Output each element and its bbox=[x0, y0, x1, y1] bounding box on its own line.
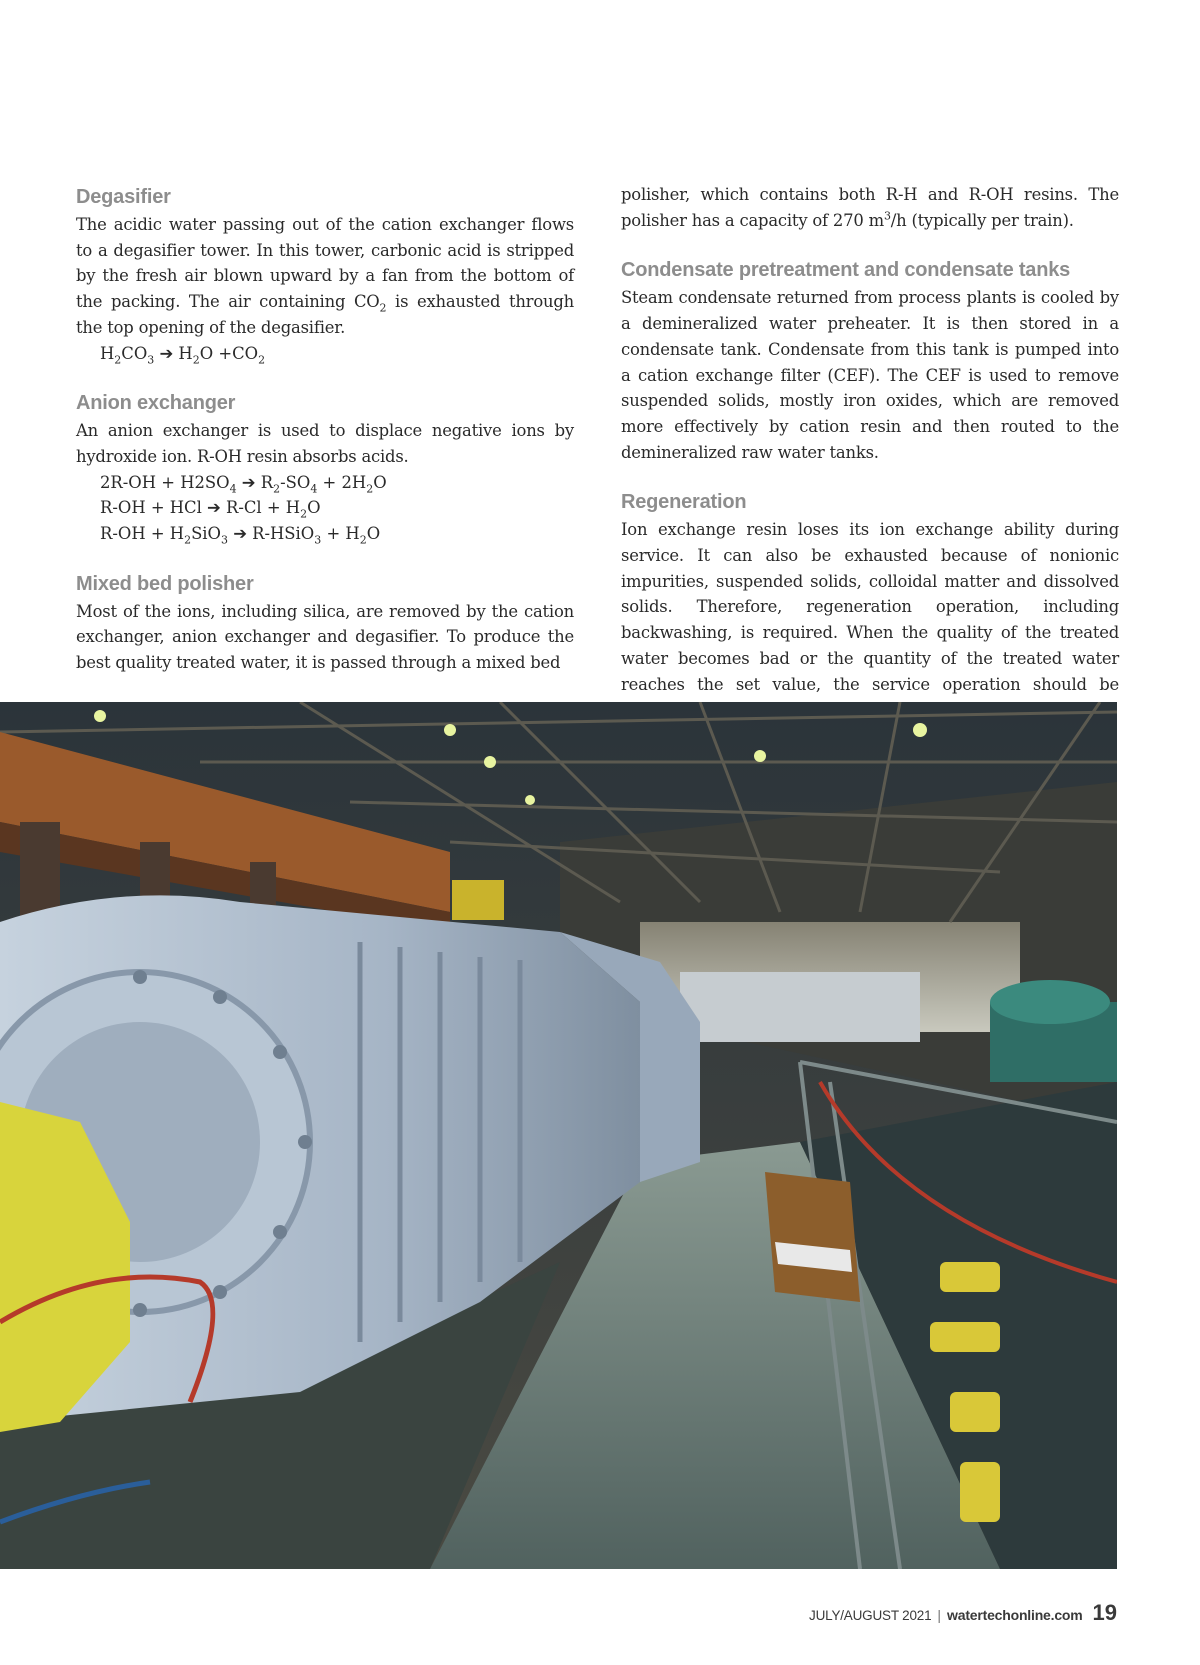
turbine-hall-photo bbox=[0, 702, 1117, 1569]
degasifier-paragraph bbox=[76, 212, 574, 341]
condensate-paragraph: Steam condensate returned from process plants is cooled by a demineralized water preheater. It is then stored in a condensate tank. Condensate from this tank is pumped into a cation exchange filter (CEF). The CEF is used to remove suspended solids, mostly iron oxides, which are removed more effectively by cation resin and then routed to the demineralized raw water tanks. bbox=[621, 288, 1119, 462]
left-column bbox=[76, 182, 574, 676]
degasifier-heading: Degasifier bbox=[76, 186, 171, 208]
condensate-heading: Condensate pretreatment and condensate tanks bbox=[621, 259, 1071, 282]
polisher-text-2: /h (typically per train). bbox=[890, 210, 1074, 230]
regeneration-paragraph: Ion exchange resin loses its ion exchange ability during service. It can also be exhausted because of nonionic impurities, suspended solids, colloidal matter and dissolved solids. Therefore, regeneration operation, including backwashing, is required. When the quality of the treated water becomes bad or the quantity of the treated water reaches the set value, the service operation should be bbox=[621, 520, 1119, 694]
right-column bbox=[621, 182, 1119, 723]
equation-degasifier: $H_2CO_3$ ➔ $H_2O +CO_2$ bbox=[100, 343, 266, 366]
page-footer bbox=[809, 1600, 1117, 1626]
equation-anion-1: $2R-OH + H2SO_4$ ➔ $R_2-SO_4 + 2H_2O$ bbox=[100, 472, 387, 495]
equation-anion-3: $R-OH + H_2SiO_3$ ➔ R-HSiO$_3$ + $H_2O$ bbox=[100, 524, 381, 547]
page-number: 19 bbox=[1092, 1600, 1117, 1625]
anion-paragraph: An anion exchanger is used to displace negative ions by hydroxide ion. R-OH resin absorbs acids. bbox=[76, 421, 574, 466]
polisher-text-sup: 3 bbox=[883, 209, 891, 223]
degasifier-text-sub: 2 bbox=[379, 301, 387, 315]
regeneration-heading: Regeneration bbox=[621, 491, 747, 514]
polisher-text-1: polisher, which contains both R-H and R-OH resins. The polisher has a capacity of 270 m bbox=[621, 185, 1119, 230]
mixed-bed-heading: Mixed bed polisher bbox=[76, 572, 254, 595]
degasifier-text-2: is exhausted through the top opening of the degasifier. bbox=[76, 292, 574, 337]
website-link[interactable]: watertechonline.com bbox=[947, 1607, 1083, 1623]
polisher-continued-paragraph bbox=[621, 182, 1119, 233]
anion-heading: Anion exchanger bbox=[76, 392, 236, 415]
issue-date: JULY/AUGUST 2021 bbox=[809, 1608, 932, 1623]
mixed-bed-paragraph: Most of the ions, including silica, are removed by the cation exchanger, anion exchanger and degasifier. To produce the best quality treated water, it is passed through a mixed bed bbox=[76, 601, 574, 673]
equation-anion-2: R-OH + HCl ➔ $R-Cl + H_2O$ bbox=[100, 498, 321, 521]
footer-separator: | bbox=[937, 1607, 942, 1623]
degasifier-text-1: The acidic water passing out of the cation exchanger flows to a degasifier tower. In this tower, carbonic acid is stripped by the fresh air blown upward by a fan from the bottom of the packing. The air containing CO bbox=[76, 215, 574, 312]
